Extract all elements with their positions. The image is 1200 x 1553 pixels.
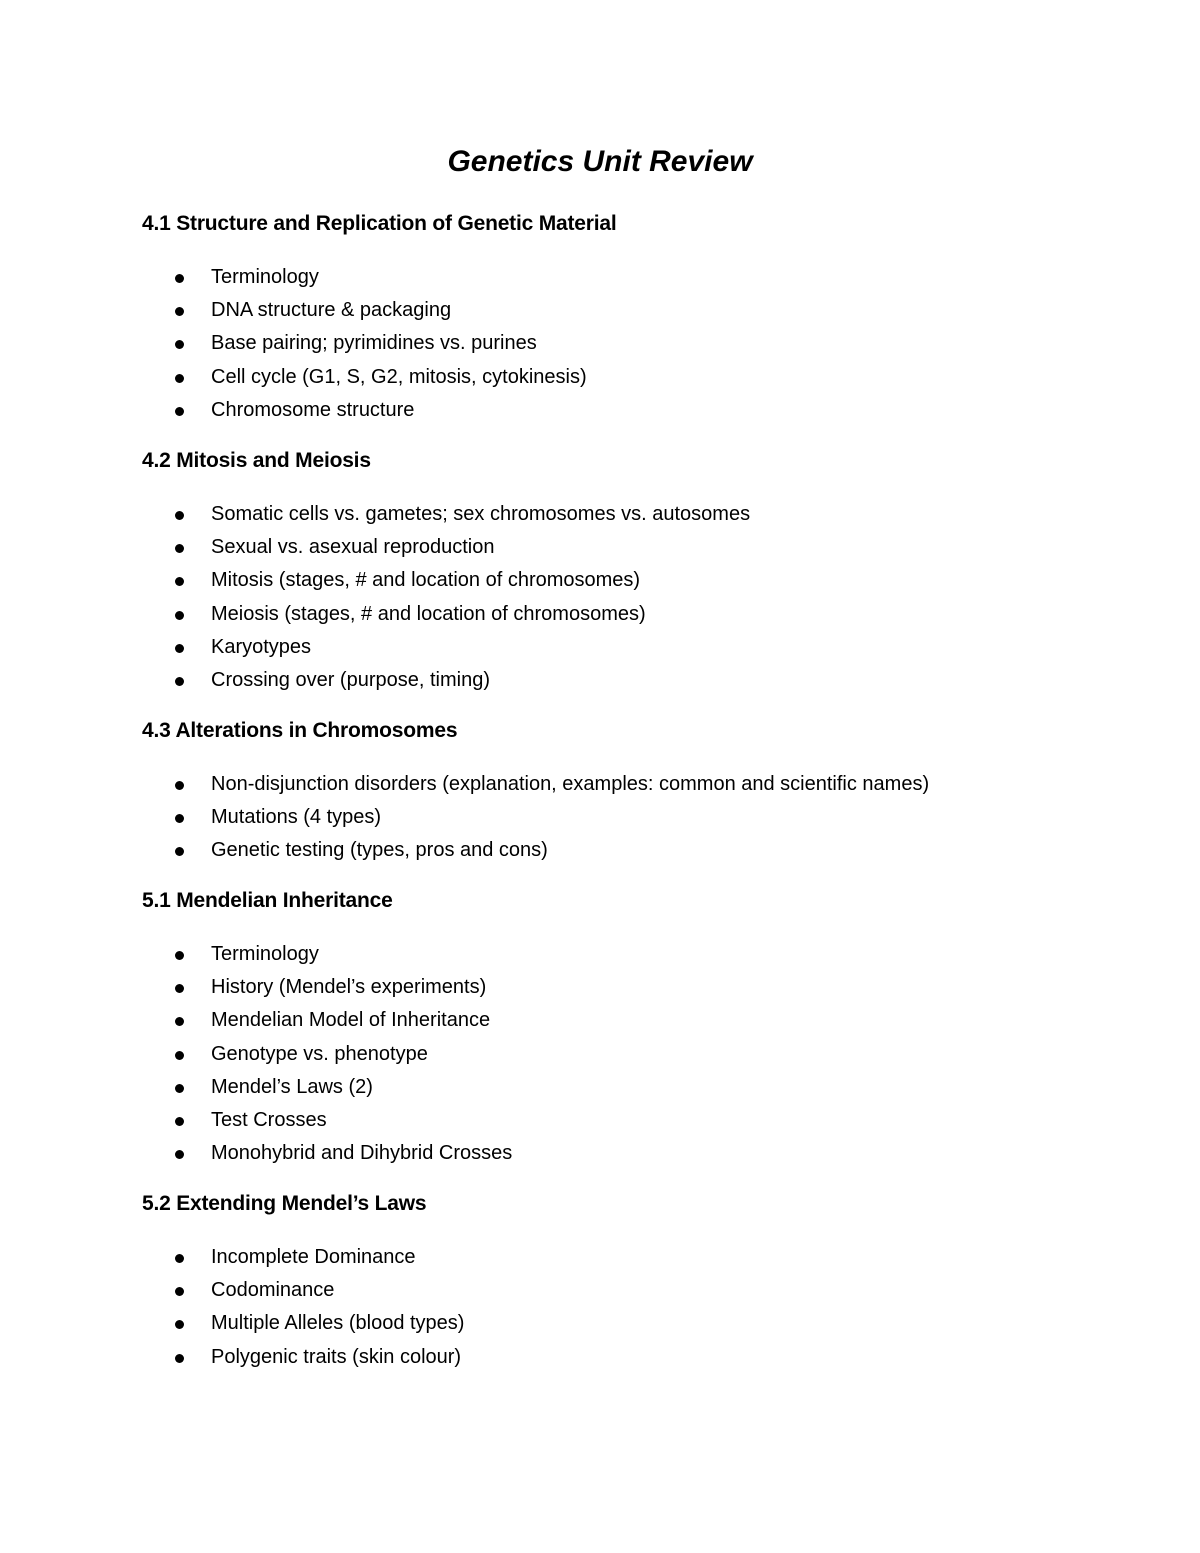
list-item-text: Test Crosses xyxy=(211,1108,327,1131)
bullet-list xyxy=(142,498,1142,697)
list-item-text: Terminology xyxy=(211,943,319,965)
list-item-text: Incomplete Dominance xyxy=(211,1246,416,1268)
bullet-dot-icon xyxy=(175,611,184,620)
list-item xyxy=(142,1104,1142,1137)
bullet-dot-icon xyxy=(175,781,184,790)
list-item-text: Non-disjunction disorders (explanation, examples: common and scientific names) xyxy=(211,773,930,795)
bullet-dot-icon xyxy=(175,1051,184,1060)
list-item xyxy=(142,498,1142,531)
bullet-dot-icon xyxy=(175,577,184,586)
bullet-dot-icon xyxy=(175,677,184,686)
list-item-text: Sexual vs. asexual reproduction xyxy=(211,536,495,559)
list-item xyxy=(142,1071,1142,1104)
section-heading: 5.1 Mendelian Inheritance xyxy=(142,889,393,912)
bullet-dot-icon xyxy=(175,1320,184,1329)
section-chromosome-alterations xyxy=(142,716,1142,868)
list-item xyxy=(142,1241,1142,1274)
list-item xyxy=(142,1307,1142,1340)
list-item-text: Polygenic traits (skin colour) xyxy=(211,1345,462,1368)
list-item-text: Mendelian Model of Inheritance xyxy=(211,1009,491,1032)
document-title: Genetics Unit Review xyxy=(447,145,753,178)
list-item xyxy=(142,1038,1142,1071)
list-item-text: Multiple Alleles (blood types) xyxy=(211,1312,465,1335)
bullet-dot-icon xyxy=(175,544,184,553)
section-heading: 5.2 Extending Mendel’s Laws xyxy=(142,1192,427,1215)
bullet-dot-icon xyxy=(175,340,184,349)
bullet-dot-icon xyxy=(175,511,184,520)
bullet-dot-icon xyxy=(175,814,184,823)
list-item xyxy=(142,531,1142,564)
list-item xyxy=(142,598,1142,631)
list-item xyxy=(142,394,1142,427)
section-mendelian-inheritance xyxy=(142,886,1142,1170)
list-item xyxy=(142,327,1142,360)
section-heading: 4.1 Structure and Replication of Genetic Material xyxy=(142,212,617,235)
bullet-dot-icon xyxy=(175,1017,184,1026)
bullet-dot-icon xyxy=(175,984,184,993)
bullet-dot-icon xyxy=(175,1150,184,1159)
list-item-text: Base pairing; pyrimidines vs. purines xyxy=(211,332,537,355)
bullet-dot-icon xyxy=(175,307,184,316)
list-item-text: Genetic testing (types, pros and cons) xyxy=(211,839,548,862)
bullet-dot-icon xyxy=(175,1117,184,1126)
list-item xyxy=(142,1274,1142,1307)
list-item-text: Mutations (4 types) xyxy=(211,806,382,829)
list-item-text: Meiosis (stages, # and location of chromosomes) xyxy=(211,602,646,625)
bullet-dot-icon xyxy=(175,1287,184,1296)
list-item xyxy=(142,261,1142,294)
bullet-list xyxy=(142,938,1142,1170)
list-item xyxy=(142,1004,1142,1037)
section-heading: 4.2 Mitosis and Meiosis xyxy=(142,449,371,472)
bullet-list xyxy=(142,1241,1142,1374)
bullet-dot-icon xyxy=(175,1254,184,1263)
list-item xyxy=(142,1341,1142,1374)
list-item-text: Terminology xyxy=(211,266,319,288)
section-extending-mendels-laws xyxy=(142,1189,1142,1374)
list-item-text: Karyotypes xyxy=(211,635,312,658)
list-item-text: Chromosome structure xyxy=(211,398,415,421)
list-item xyxy=(142,768,1142,801)
bullet-dot-icon xyxy=(175,1084,184,1093)
list-item-text: Somatic cells vs. gametes; sex chromosomes vs. autosomes xyxy=(211,503,751,525)
bullet-dot-icon xyxy=(175,1354,184,1363)
list-item-text: History (Mendel’s experiments) xyxy=(211,976,487,999)
bullet-list xyxy=(142,261,1142,427)
bullet-dot-icon xyxy=(175,374,184,383)
list-item-text: Mitosis (stages, # and location of chromosomes) xyxy=(211,569,641,592)
list-item xyxy=(142,564,1142,597)
bullet-dot-icon xyxy=(175,644,184,653)
bullet-dot-icon xyxy=(175,274,184,283)
list-item-text: Mendel’s Laws (2) xyxy=(211,1075,373,1098)
bullet-list xyxy=(142,768,1142,868)
list-item xyxy=(142,361,1142,394)
list-item xyxy=(142,801,1142,834)
list-item xyxy=(142,834,1142,867)
list-item-text: Cell cycle (G1, S, G2, mitosis, cytokinesis) xyxy=(211,365,587,388)
list-item-text: Genotype vs. phenotype xyxy=(211,1042,428,1065)
list-item-text: Crossing over (purpose, timing) xyxy=(211,668,490,691)
bullet-dot-icon xyxy=(175,847,184,856)
bullet-dot-icon xyxy=(175,407,184,416)
bullet-dot-icon xyxy=(175,951,184,960)
list-item xyxy=(142,664,1142,697)
list-item-text: Monohybrid and Dihybrid Crosses xyxy=(211,1142,513,1165)
list-item xyxy=(142,1137,1142,1170)
list-item xyxy=(142,294,1142,327)
list-item xyxy=(142,631,1142,664)
list-item xyxy=(142,971,1142,1004)
section-heading: 4.3 Alterations in Chromosomes xyxy=(142,719,458,742)
list-item xyxy=(142,938,1142,971)
list-item-text: DNA structure & packaging xyxy=(211,299,452,322)
list-item-text: Codominance xyxy=(211,1279,335,1302)
section-structure-replication xyxy=(142,209,1142,427)
section-mitosis-meiosis xyxy=(142,446,1142,697)
